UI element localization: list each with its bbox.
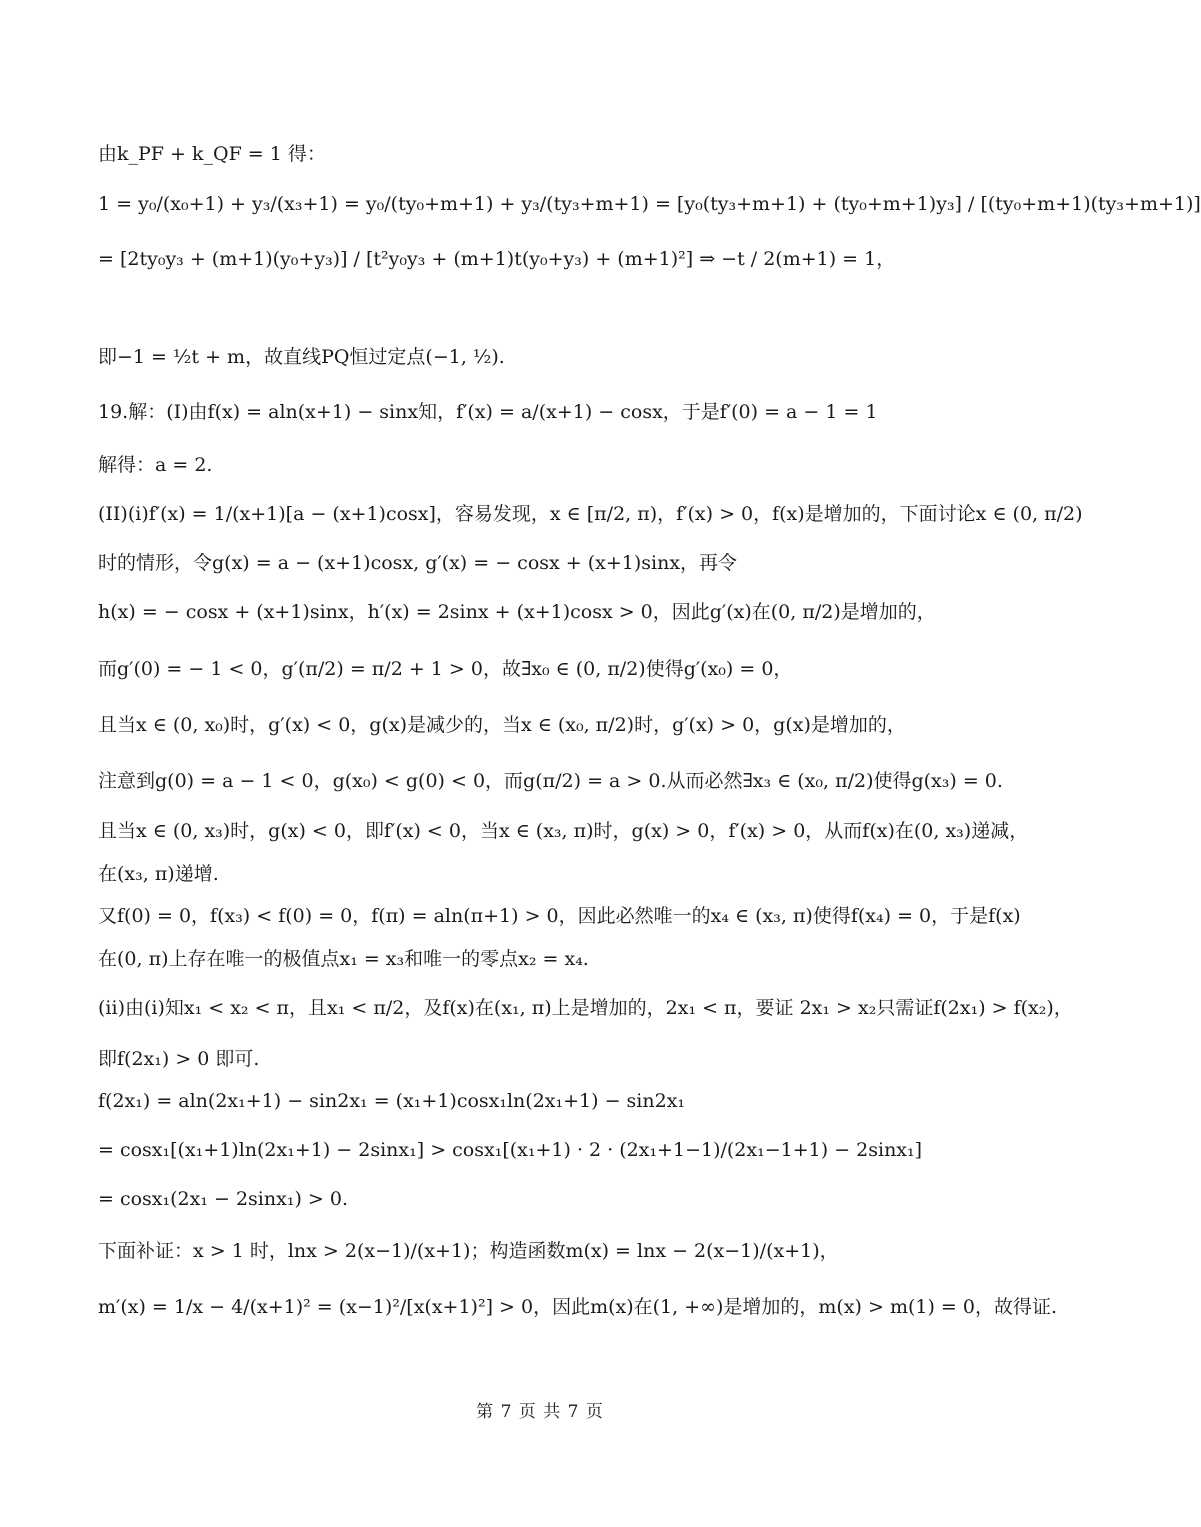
- equation-line: = cosx₁(2x₁ − 2sinx₁) > 0.: [98, 1188, 348, 1210]
- equation-line: = [2ty₀y₃ + (m+1)(y₀+y₃)] / [t²y₀y₃ + (m+1)t(y₀+y₃) + (m+1)²] ⇒ −t / 2(m+1) = 1，: [98, 248, 896, 270]
- text-line: 由k_PF + k_QF = 1 得：: [98, 143, 326, 165]
- text-line: m′(x) = 1/x − 4/(x+1)² = (x−1)²/[x(x+1)²] > 0，因此m(x)在(1, +∞)是增加的，m(x) > m(1) = 0，故得证.: [98, 1296, 1057, 1318]
- text-line: 且当x ∈ (0, x₀)时，g′(x) < 0，g(x)是减少的，当x ∈ (x₀, π/2)时，g′(x) > 0，g(x)是增加的，: [98, 714, 906, 736]
- equation-line: 1 = y₀/(x₀+1) + y₃/(x₃+1) = y₀/(ty₀+m+1) + y₃/(ty₃+m+1) = [y₀(ty₃+m+1) + (ty₀+m+1)y₃] / [(ty₀+m+1)(ty₃+m+1)]: [98, 193, 1201, 215]
- text-line: 在(x₃, π)递增.: [98, 863, 219, 885]
- equation-line: = cosx₁[(x₁+1)ln(2x₁+1) − 2sinx₁] > cosx₁[(x₁+1) · 2 · (2x₁+1−1)/(2x₁−1+1) − 2sinx₁]: [98, 1139, 923, 1161]
- text-line: h(x) = − cosx + (x+1)sinx，h′(x) = 2sinx + (x+1)cosx > 0，因此g′(x)在(0, π/2)是增加的，: [98, 601, 936, 623]
- text-line: (ii)由(i)知x₁ < x₂ < π，且x₁ < π/2，及f(x)在(x₁, π)上是增加的，2x₁ < π，要证 2x₁ > x₂只需证f(2x₁) > f(x₂)，: [98, 997, 1073, 1019]
- text-line: 又f(0) = 0，f(x₃) < f(0) = 0，f(π) = aln(π+1) > 0，因此必然唯一的x₄ ∈ (x₃, π)使得f(x₄) = 0，于是f(x): [98, 905, 1021, 927]
- text-line: 即f(2x₁) > 0 即可.: [98, 1048, 260, 1070]
- equation-line: f(2x₁) = aln(2x₁+1) − sin2x₁ = (x₁+1)cosx₁ln(2x₁+1) − sin2x₁: [98, 1090, 686, 1112]
- text-line: 注意到g(0) = a − 1 < 0，g(x₀) < g(0) < 0，而g(π/2) = a > 0.从而必然∃x₃ ∈ (x₀, π/2)使得g(x₃) = 0.: [98, 770, 1003, 792]
- text-line: 19.解：(I)由f(x) = aln(x+1) − sinx知，f′(x) = a/(x+1) − cosx，于是f′(0) = a − 1 = 1: [98, 401, 878, 423]
- text-line: (II)(i)f′(x) = 1/(x+1)[a − (x+1)cosx]，容易发现，x ∈ [π/2, π)，f′(x) > 0，f(x)是增加的，下面讨论x ∈ (0, π/2): [98, 503, 1083, 525]
- text-line: 下面补证：x > 1 时，lnx > 2(x−1)/(x+1)；构造函数m(x) = lnx − 2(x−1)/(x+1)，: [98, 1240, 839, 1262]
- text-line: 即−1 = ½t + m，故直线PQ恒过定点(−1, ½).: [98, 346, 505, 368]
- text-line: 而g′(0) = − 1 < 0，g′(π/2) = π/2 + 1 > 0，故∃x₀ ∈ (0, π/2)使得g′(x₀) = 0，: [98, 658, 793, 680]
- text-line: 在(0, π)上存在唯一的极值点x₁ = x₃和唯一的零点x₂ = x₄.: [98, 948, 589, 970]
- text-line: 时的情形，令g(x) = a − (x+1)cosx, g′(x) = − cosx + (x+1)sinx，再令: [98, 552, 738, 574]
- text-line: 解得：a = 2.: [98, 454, 213, 476]
- page-footer: 第 7 页 共 7 页: [476, 1402, 604, 1422]
- text-line: 且当x ∈ (0, x₃)时，g(x) < 0，即f′(x) < 0，当x ∈ (x₃, π)时，g(x) > 0，f′(x) > 0，从而f(x)在(0, x₃)递减，: [98, 820, 1029, 842]
